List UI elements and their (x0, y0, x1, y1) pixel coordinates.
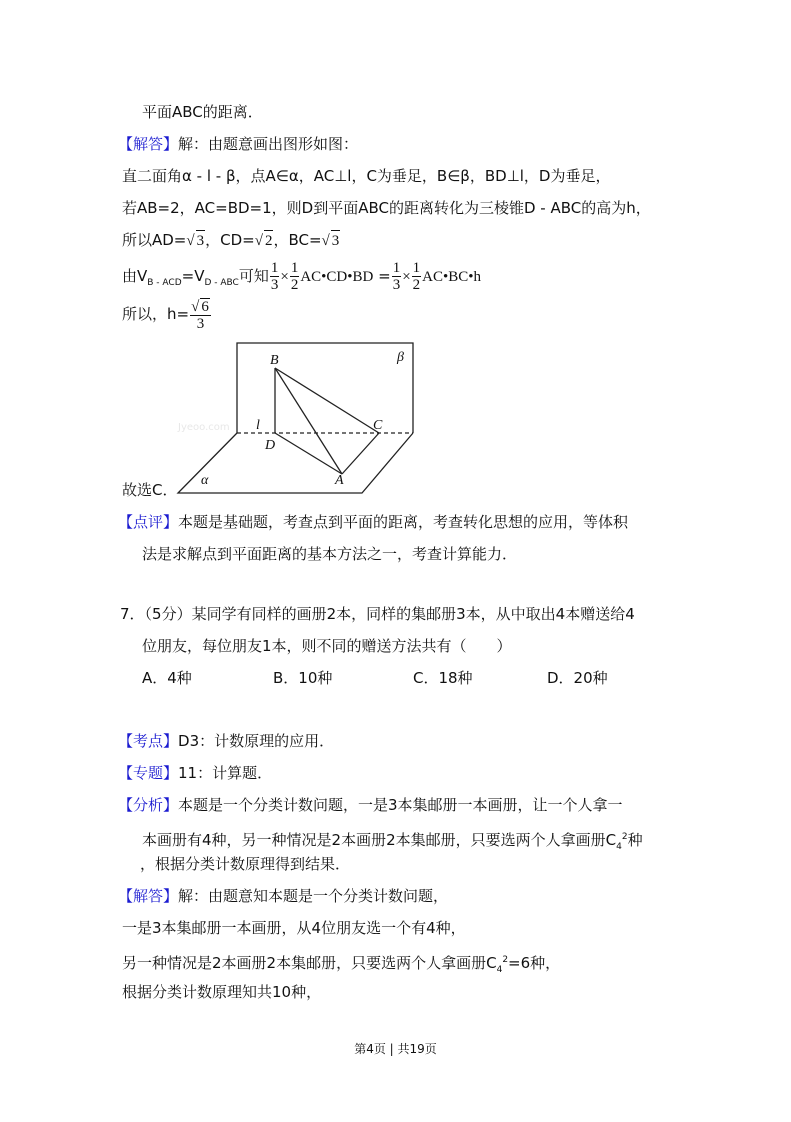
plane-alpha (178, 433, 413, 493)
text: 所以AD= (122, 231, 187, 249)
label-beta: β (397, 350, 404, 365)
text: =V (181, 267, 205, 285)
option-d: D．20种 (547, 669, 608, 687)
times: × (280, 269, 289, 285)
text: 解：由题意知本题是一个分类计数问题， (178, 887, 449, 905)
segment-DA (275, 433, 342, 474)
radicand: 3 (331, 230, 341, 251)
segment-CA (342, 433, 379, 474)
page-footer: 第4页 | 共19页 (354, 1042, 437, 1056)
fenxi-line (118, 795, 623, 815)
fraction: $\frac{1}{3}$ (270, 260, 279, 293)
text-line: 法是求解点到平面距离的基本方法之一，考查计算能力． (142, 545, 518, 563)
plane-beta (237, 343, 413, 433)
fraction: $\frac{√ 6}{3}$ (191, 298, 209, 332)
zhuanti-line (118, 763, 272, 783)
label-C: C (373, 418, 383, 433)
fraction: $\frac{1}{3}$ (392, 260, 401, 293)
kaodian-line (118, 731, 334, 751)
kaodian-tag: 【考点】 (118, 732, 179, 750)
fraction: $\frac{1}{2}$ (412, 260, 421, 293)
text-line: 故选C． (122, 481, 178, 499)
answer-intro: 解：由题意画出图形如图： (178, 135, 359, 153)
label-l: l (256, 418, 260, 433)
label-B: B (270, 353, 279, 368)
text: 所以，h= (122, 305, 190, 323)
text-line: 平面ABC的距离． (142, 103, 263, 121)
subscript: B - ACD (147, 278, 182, 288)
text: 可知 (238, 267, 269, 285)
radicand: 2 (264, 230, 274, 251)
text-line: 若AB=2，AC=BD=1，则D到平面ABC的距离转化为三棱锥D - ABC的高为h， (122, 199, 651, 217)
text-line: 一是3本集邮册一本画册，从4位朋友选一个有4种， (122, 919, 466, 937)
text-line: 根据分类计数原理知共10种， (122, 983, 322, 1001)
label-D: D (265, 438, 276, 453)
fraction: $\frac{1}{2}$ (290, 260, 299, 293)
text: 由V (122, 267, 148, 285)
segment-BC (275, 368, 379, 433)
text: ，BC= (273, 231, 322, 249)
watermark: Jyeoo.com (178, 422, 230, 433)
text: 本题是基础题，考查点到平面的距离，考查转化思想的应用，等体积 (178, 513, 629, 531)
radicand: 3 (196, 230, 206, 251)
zhuanti-tag: 【专题】 (118, 764, 179, 782)
text-line: 本画册有4种，另一种情况是2本画册2本集邮册，只要选两个人拿画册$C_4^2$种 (142, 831, 643, 852)
answer-heading (118, 886, 448, 906)
formula-line: 所以AD=√ 3，CD=√ 2，BC=√ 3 (122, 231, 340, 249)
option-c: C．18种 (413, 669, 473, 687)
text: D3：计数原理的应用． (178, 732, 335, 750)
dihedral-angle-figure (0, 0, 791, 520)
label-A: A (335, 473, 344, 488)
text-line: 直二面角α - l - β，点A∈α，AC⊥l，C为垂足，B∈β，BD⊥l，D为垂足， (122, 167, 611, 185)
answer-tag: 【解答】 (118, 135, 179, 153)
question-7-stem: 位朋友，每位朋友1本，则不同的赠送方法共有（ ） (142, 637, 512, 655)
text: AC•BC•h (422, 269, 482, 285)
fenxi-tag: 【分析】 (118, 796, 179, 814)
times: × (402, 269, 411, 285)
label-alpha: α (201, 473, 209, 488)
segment-BA (275, 368, 342, 474)
text: ，CD= (205, 231, 255, 249)
question-7-stem: 7．（5分）某同学有同样的画册2本，同样的集邮册3本，从中取出4本赠送给4 (120, 605, 635, 623)
equals: = (378, 267, 391, 285)
text-line: ，根据分类计数原理得到结果． (140, 855, 351, 873)
option-a: A．4种 (142, 669, 192, 687)
text: 本题是一个分类计数问题，一是3本集邮册一本画册，让一个人拿一 (178, 796, 623, 814)
text: AC•CD•BD (300, 269, 374, 285)
subscript: D - ABC (204, 278, 239, 288)
answer-tag: 【解答】 (118, 887, 179, 905)
review-tag: 【点评】 (118, 513, 179, 531)
text: 11：计算题． (178, 764, 273, 782)
review-line (118, 512, 628, 532)
option-b: B．10种 (273, 669, 333, 687)
text-line: 另一种情况是2本画册2本集邮册，只要选两个人拿画册$C_4^2=6$种， (122, 954, 561, 975)
